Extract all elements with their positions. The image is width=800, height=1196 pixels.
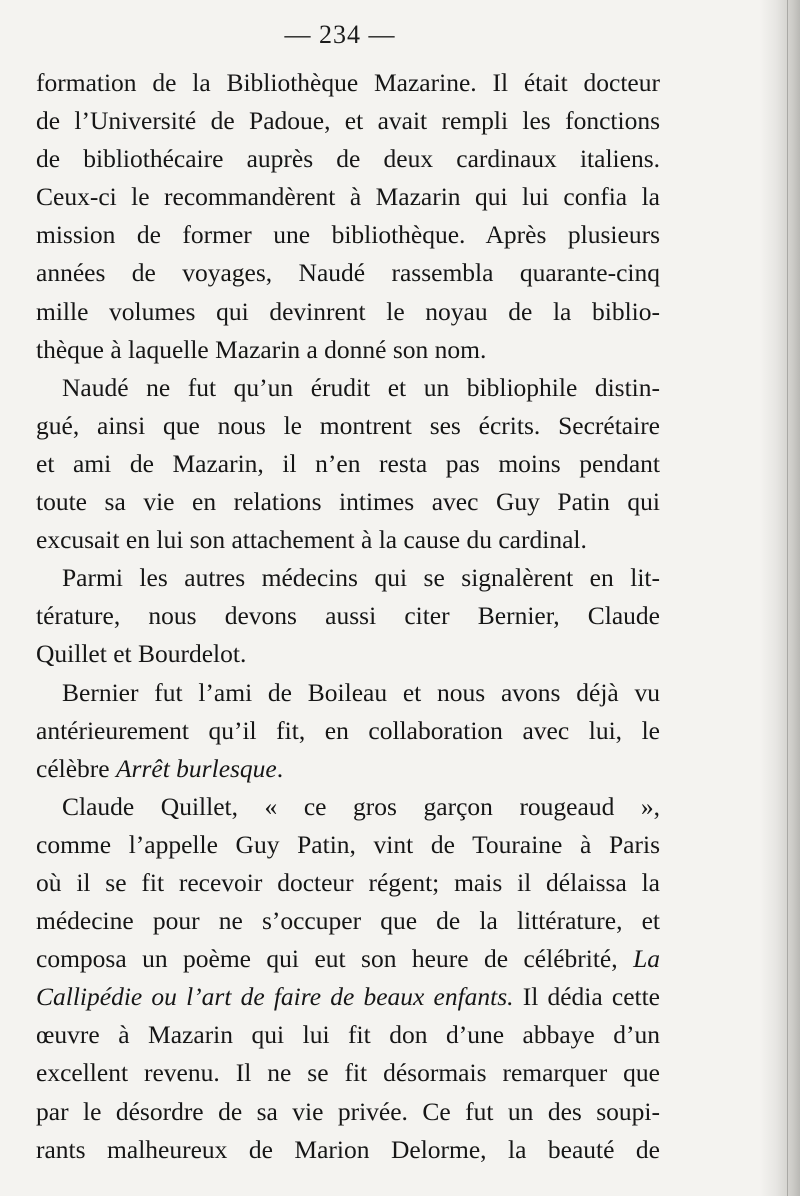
text-line: comme l’appelle Guy Patin, vint de Touraine à Paris [36, 829, 660, 859]
text-line: Quillet et Bourdelot. [36, 639, 247, 669]
text-line: Ceux-ci le recommandèrent à Mazarin qui lui confia la [36, 182, 660, 212]
text-line: antérieurement qu’il fit, en collaboration avec lui, le [36, 715, 660, 745]
text-line: formation de la Bibliothèque Mazarine. Il était docteur [36, 68, 660, 97]
text-line: mission de former une bibliothèque. Après plusieurs [36, 220, 660, 250]
italic-title: La [633, 944, 660, 974]
text-line: œuvre à Mazarin qui lui fit don d’une abbaye d’un [36, 1020, 660, 1050]
text-line: excellent revenu. Il ne se fit désormais remarquer que [36, 1058, 660, 1088]
italic-title: Callipédie ou l’art de faire de beaux enfants. [36, 982, 514, 1012]
text-line: Parmi les autres médecins qui se signalèrent en lit- [62, 563, 660, 593]
text-line: où il se fit recevoir docteur régent; mais il délaissa la [36, 867, 660, 897]
text-line: de l’Université de Padoue, et avait rempli les fonctions [36, 106, 660, 136]
text-line [36, 940, 660, 978]
text-line: médecine pour ne s’occuper que de la littérature, et [36, 906, 660, 936]
text-line [36, 978, 660, 1016]
paragraph [36, 559, 660, 673]
text-line: par le désordre de sa vie privée. Ce fut un des soupi- [36, 1096, 660, 1126]
text-line: Claude Quillet, « ce gros garçon rougeaud », [62, 791, 660, 821]
paragraph [36, 64, 660, 369]
text-line: rants malheureux de Marion Delorme, la beauté de [36, 1134, 660, 1164]
text-fragment: composa un poème qui eut son heure de célébrité, [36, 944, 634, 974]
page-edge-line [787, 0, 788, 1196]
text-line: térature, nous devons aussi citer Bernier, Claude [36, 601, 660, 631]
text-line: toute sa vie en relations intimes avec Guy Patin qui [36, 487, 660, 517]
paragraph [36, 674, 660, 788]
italic-title: Arrêt burlesque [115, 753, 277, 783]
page-edge-shadow [760, 0, 800, 1196]
text-fragment: célèbre [36, 753, 116, 783]
text-line [36, 750, 660, 788]
text-line: Naudé ne fut qu’un érudit et un bibliophile distin- [62, 372, 660, 402]
text-fragment: Il dédia cette [513, 982, 661, 1012]
text-line: mille volumes qui devinrent le noyau de la biblio- [36, 296, 660, 326]
text-line: thèque à laquelle Mazarin a donné son nom. [36, 334, 487, 364]
page-number: — 234 — [284, 20, 396, 49]
text-line: excusait en lui son attachement à la cause du cardinal. [36, 525, 587, 555]
body-text [36, 64, 660, 1169]
text-line: et ami de Mazarin, il n’en resta pas moins pendant [36, 448, 660, 478]
text-line: années de voyages, Naudé rassembla quarante-cinq [36, 258, 660, 288]
text-line: gué, ainsi que nous le montrent ses écrits. Secrétaire [36, 410, 660, 440]
text-line: Bernier fut l’ami de Boileau et nous avons déjà vu [62, 677, 660, 707]
paragraph [36, 369, 660, 559]
paragraph [36, 788, 660, 1169]
text-fragment: . [276, 753, 284, 783]
text-line: de bibliothécaire auprès de deux cardinaux italiens. [36, 144, 660, 174]
